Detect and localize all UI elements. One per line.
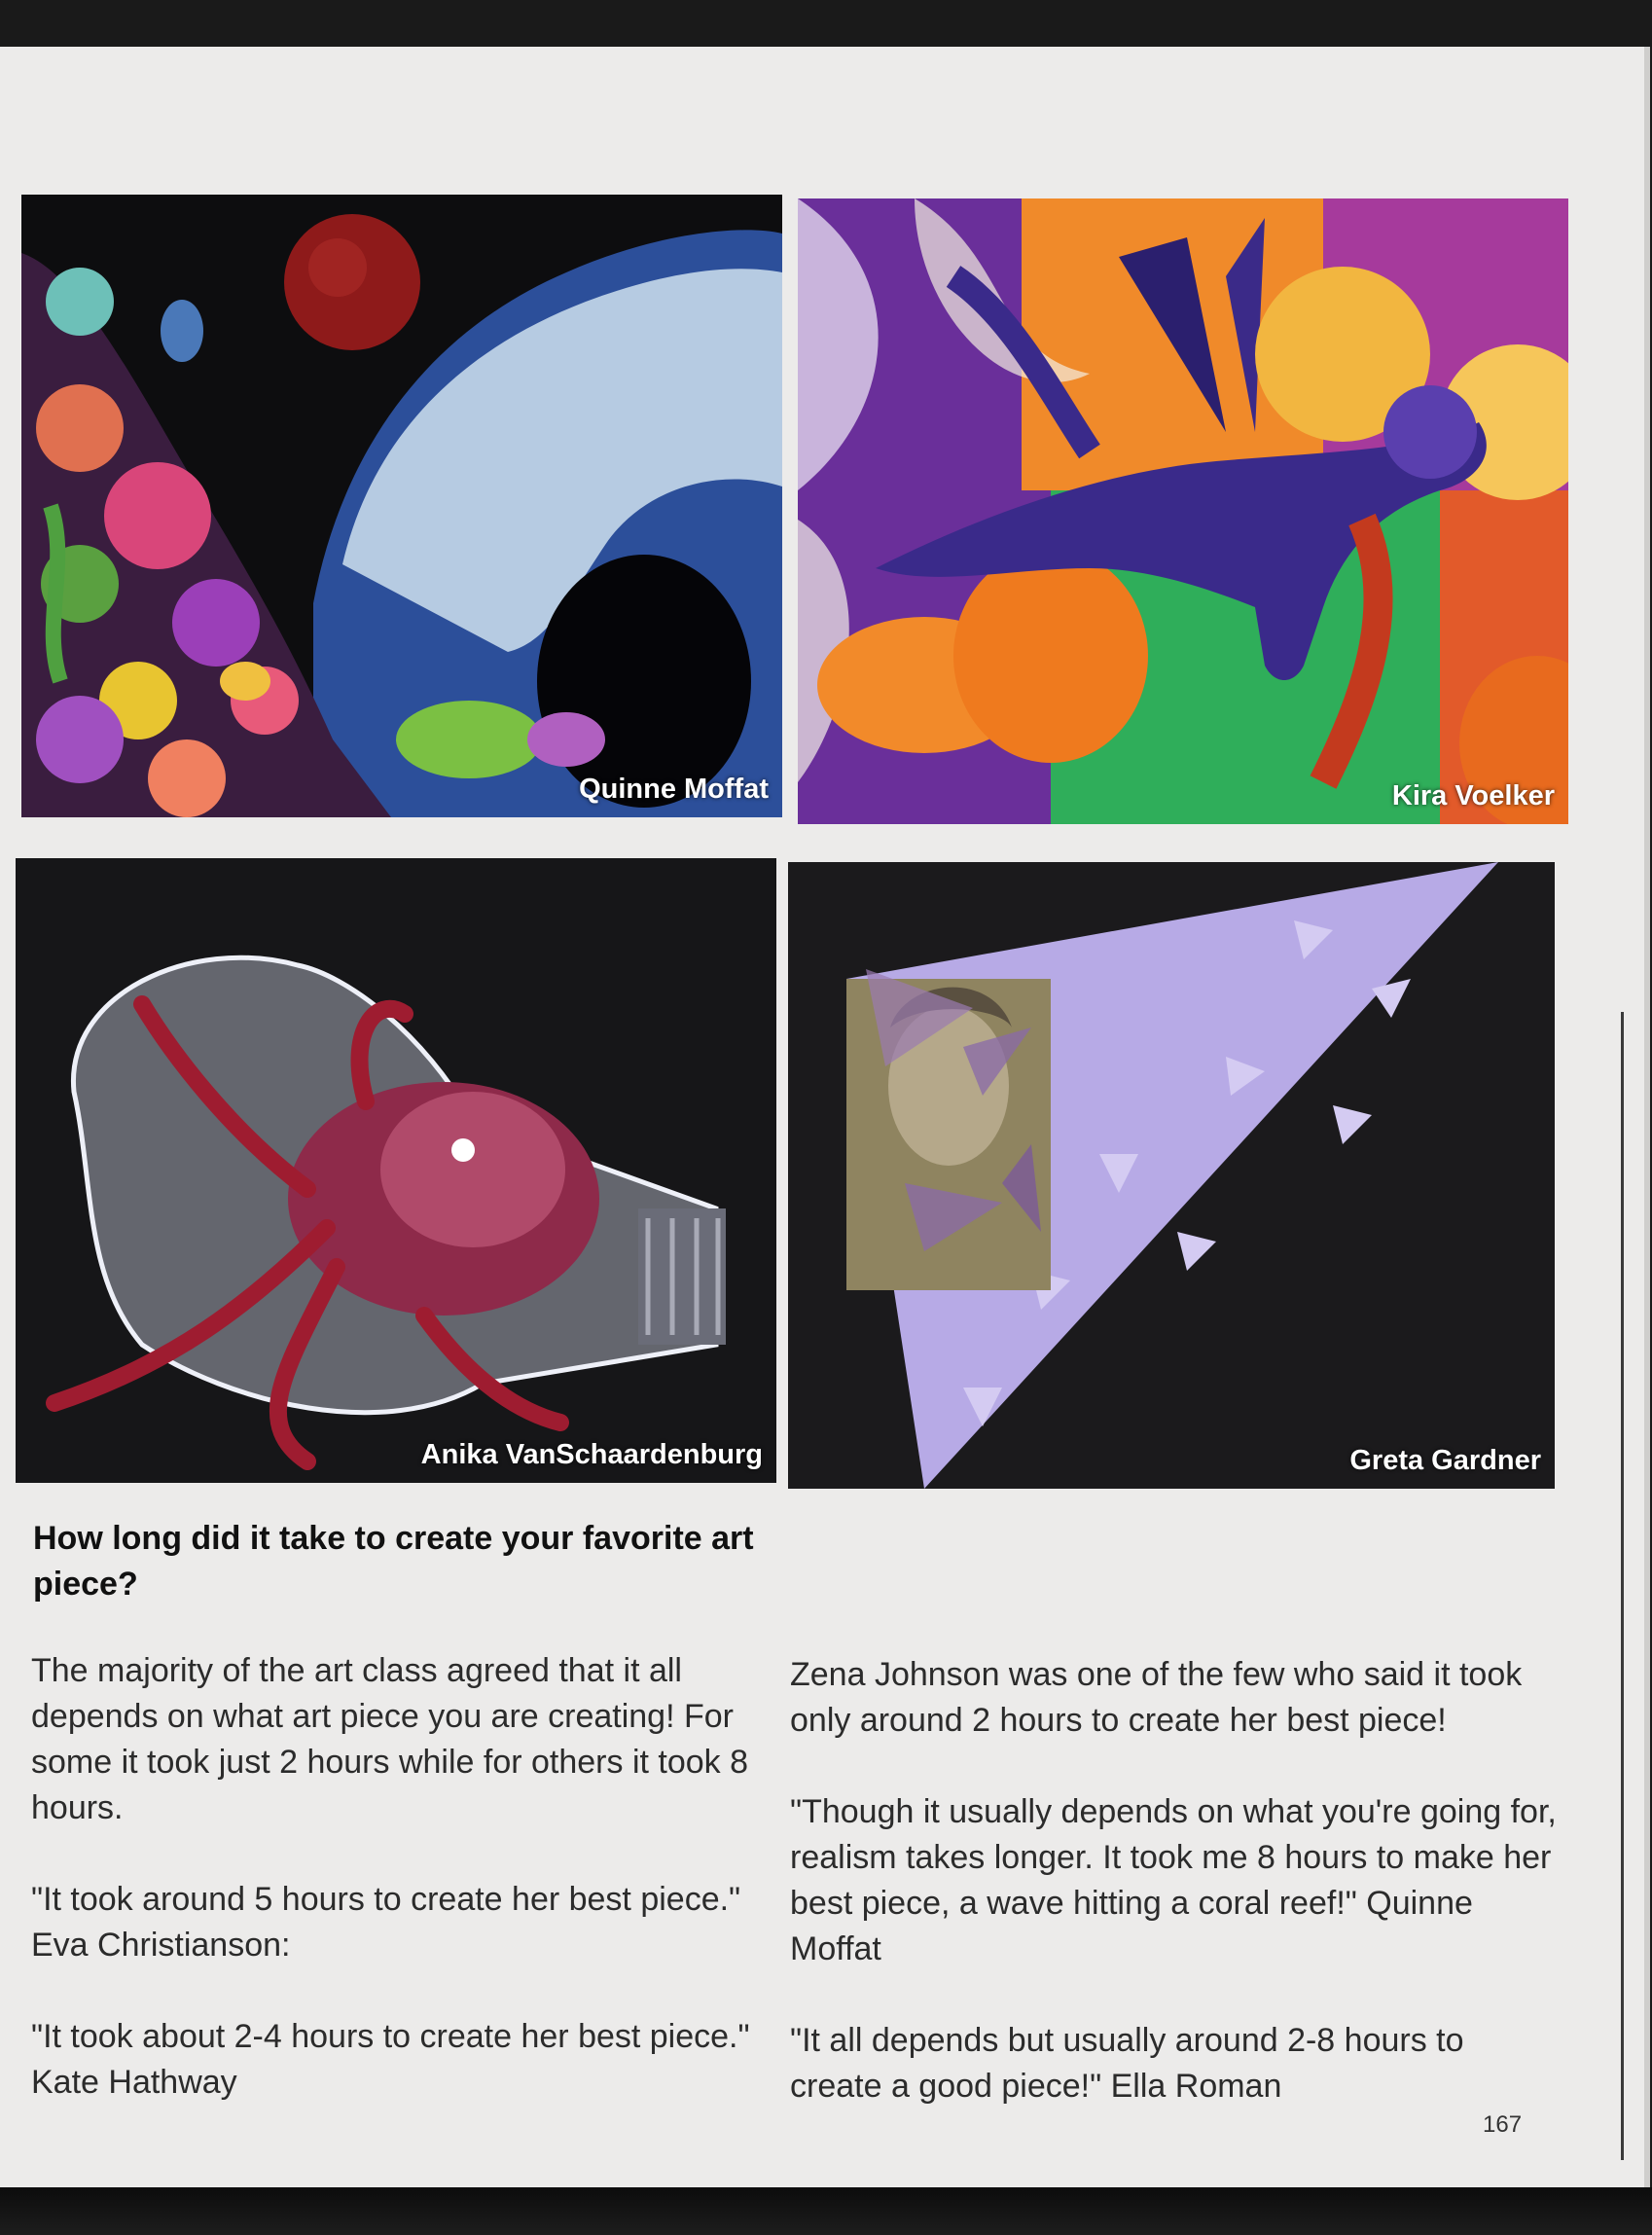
quote-paragraph: "It took around 5 hours to create her best piece." Eva Christianson: xyxy=(31,1881,741,1964)
question-heading: How long did it take to create your favorite art piece? xyxy=(33,1520,754,1603)
octopus-lightbulb-illustration xyxy=(16,858,776,1483)
right-text-column xyxy=(790,1652,1559,2155)
page-shadow xyxy=(0,2187,1652,2235)
artist-caption: Kira Voelker xyxy=(1391,780,1555,811)
artwork-wave-coral-reef xyxy=(21,195,782,817)
portrait-triangles-illustration xyxy=(788,862,1555,1489)
artist-caption: Greta Gardner xyxy=(1349,1445,1541,1476)
quote-paragraph: "Though it usually depends on what you're going for, realism takes longer. It took me 8 hours to make her best piece, a wave hitting a coral reef!" Quinne Moffat xyxy=(790,1793,1557,1967)
paragraph: The majority of the art class agreed that it all depends on what art piece you are creating! For some it took just 2 hours while for others it took 8 hours. xyxy=(31,1652,749,1826)
paragraph: Zena Johnson was one of the few who said it took only around 2 hours to create her best piece! xyxy=(790,1656,1523,1739)
quote-paragraph: "It took about 2-4 hours to create her best piece." Kate Hathway xyxy=(31,2018,750,2101)
artwork-cat-oranges xyxy=(798,198,1568,824)
yearbook-page xyxy=(0,47,1650,2187)
cat-oranges-illustration xyxy=(798,198,1568,824)
wave-coral-illustration xyxy=(21,195,782,817)
left-text-column xyxy=(31,1648,780,2151)
artwork-octopus-lightbulb xyxy=(16,858,776,1483)
artist-caption: Anika VanSchaardenburg xyxy=(420,1439,763,1470)
binding-edge xyxy=(1621,1012,1624,2160)
artwork-portrait-triangles xyxy=(788,862,1555,1489)
quote-paragraph: "It all depends but usually around 2-8 hours to create a good piece!" Ella Roman xyxy=(790,2022,1464,2105)
artist-caption: Quinne Moffat xyxy=(579,774,769,805)
page-number: 167 xyxy=(1483,2111,1523,2138)
